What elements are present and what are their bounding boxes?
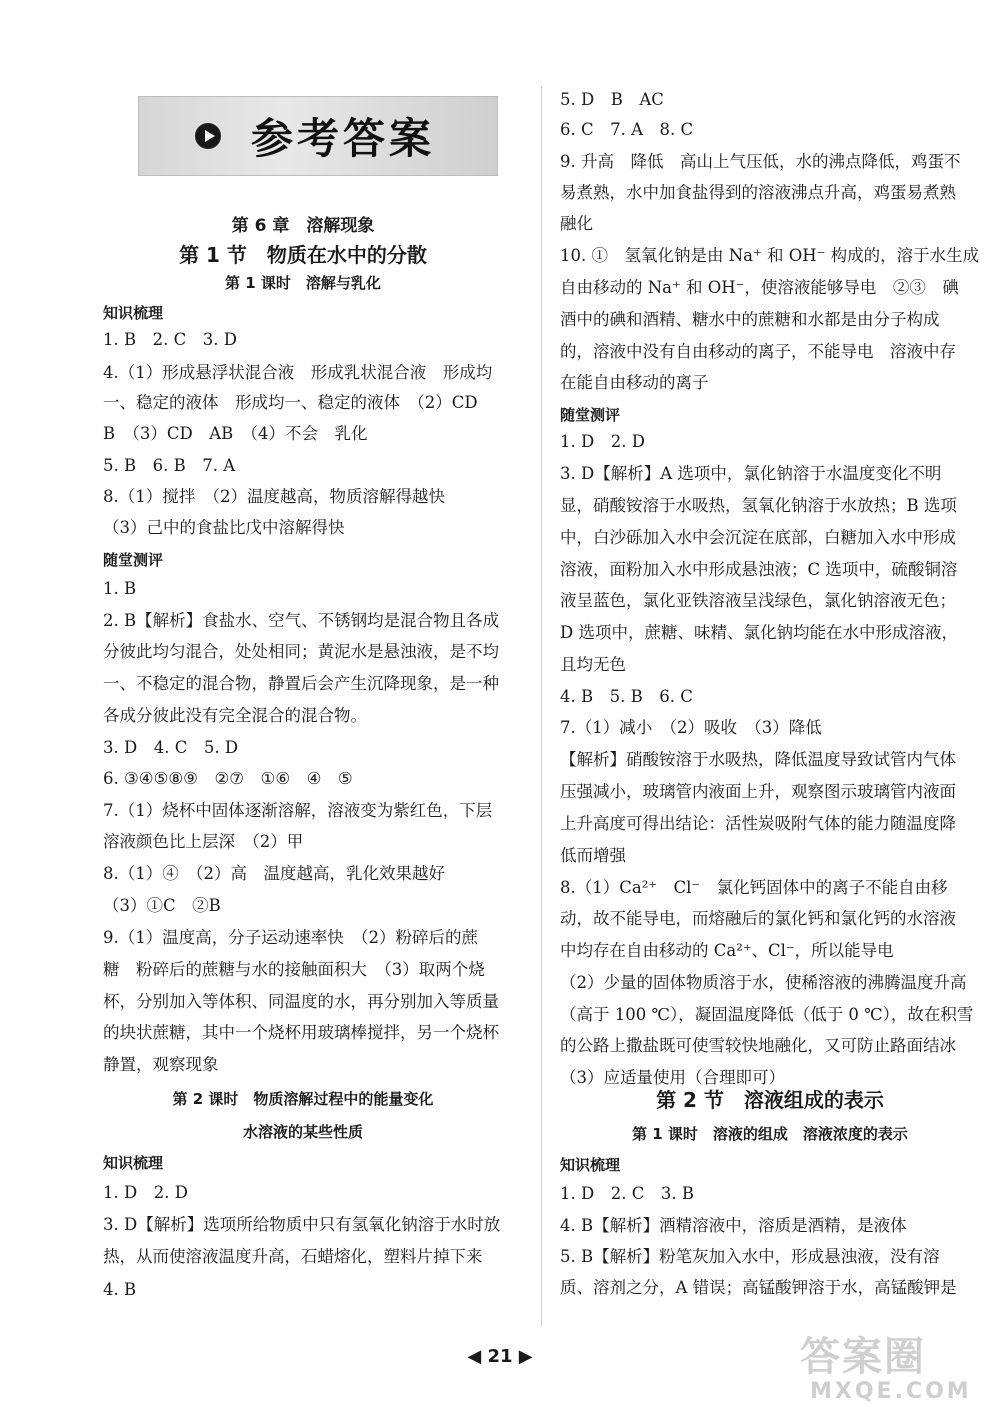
answer-line: 一、不稳定的混合物，静置后会产生沉降现象，是一种 (103, 674, 499, 693)
answer-line: 酒中的碘和酒精、糖水中的蔗糖和水都是由分子构成 (560, 310, 940, 329)
answer-line: （3）己中的食盐比戊中溶解得快 (103, 518, 345, 537)
play-circle-icon (195, 123, 221, 149)
answer-line: 1. B 2. C 3. D (103, 330, 237, 349)
answer-line: 4.（1）形成悬浮状混合液 形成乳状混合液 形成均 (103, 363, 493, 382)
section-heading: 第 1 课时 溶液的组成 溶液浓度的表示 (632, 1125, 908, 1143)
answer-line: 溶液，面粉加入水中形成悬浊液；C 选项中，硫酸铜溶 (560, 560, 958, 579)
answer-line: 自由移动的 Na⁺ 和 OH⁻，使溶液能够导电 ②③ 碘 (560, 278, 959, 297)
answer-line: 2. B【解析】食盐水、空气、不锈钢均是混合物且各成 (103, 611, 500, 630)
answer-line: 中，白沙砾加入水中会沉淀在底部，白糖加入水中形成 (560, 528, 956, 547)
section-label: 知识梳理 (560, 1156, 621, 1174)
answer-line: 7.（1）烧杯中固体逐渐溶解，溶液变为紫红色，下层 (103, 801, 493, 820)
answer-line: 6. ③④⑤⑧⑨ ②⑦ ①⑥ ④ ⑤ (103, 769, 353, 788)
section-heading: 第 6 章 溶解现象 (231, 216, 375, 236)
section-heading: 第 2 节 溶液组成的表示 (656, 1088, 884, 1112)
answer-line: 的公路上撒盐既可使雪较快地融化，又可防止路面结冰 (560, 1036, 956, 1055)
answer-line: 质、溶剂之分，A 错误；高锰酸钾溶于水，高锰酸钾是 (560, 1278, 957, 1297)
answer-line: （3）应适量使用（合理即可） (560, 1068, 785, 1087)
answer-line: 热，从而使溶液温度升高，石蜡熔化，塑料片掉下来 (103, 1247, 483, 1266)
answer-line: 8.（1）④ （2）高 温度越高，乳化效果越好 (103, 864, 445, 883)
answer-line: 在能自由移动的离子 (560, 373, 709, 392)
answer-line: 5. B 6. B 7. A (103, 456, 236, 475)
answer-line: 4. B 5. B 6. C (560, 687, 693, 706)
answer-line: 7.（1）减小 （2）吸收 （3）降低 (560, 718, 822, 737)
section-heading: 第 1 节 物质在水中的分散 (179, 243, 427, 267)
answer-line: 5. D B AC (560, 90, 664, 109)
page-number: ◀ 21 ▶ (467, 1346, 533, 1367)
answer-line: 低而增强 (560, 846, 626, 865)
answer-line: 10. ① 氢氧化钠是由 Na⁺ 和 OH⁻ 构成的，溶于水生成 (560, 246, 980, 265)
section-label: 随堂测评 (103, 551, 164, 569)
answer-line: 显，硝酸铵溶于水吸热，氢氧化钠溶于水放热；B 选项 (560, 496, 957, 515)
title-banner (138, 96, 498, 176)
answer-line: 分彼此均匀混合，处处相同；黄泥水是悬浊液，是不均 (103, 642, 499, 661)
answer-line: 1. D 2. D (560, 432, 645, 451)
section-heading: 水溶液的某些性质 (242, 1123, 363, 1141)
answer-line: 各成分彼此没有完全混合的混合物。 (103, 706, 367, 725)
answer-line: 【解析】硝酸铵溶于水吸热，降低温度导致试管内气体 (560, 750, 956, 769)
answer-line: 的块状蔗糖，其中一个烧杯用玻璃棒搅拌，另一个烧杯 (103, 1023, 499, 1042)
answer-line: 的，溶液中没有自由移动的离子，不能导电 溶液中存 (560, 342, 956, 361)
answer-line: B （3）CD AB （4）不会 乳化 (103, 424, 368, 443)
answer-line: D 选项中，蔗糖、味精、氯化钠均能在水中形成溶液， (560, 623, 958, 642)
answer-line: 静置，观察现象 (103, 1055, 219, 1074)
watermark-main: 答案圈 (800, 1334, 926, 1380)
section-heading: 第 2 课时 物质溶解过程中的能量变化 (172, 1090, 434, 1108)
answer-line: 4. B (103, 1280, 137, 1299)
watermark-logo (800, 1334, 990, 1410)
answer-line: 一、稳定的液体 形成均一、稳定的液体 （2）CD (103, 393, 478, 412)
answer-line: 杯，分别加入等体积、同温度的水，再分别加入等质量 (103, 992, 499, 1011)
answer-line: 上升高度可得出结论：活性炭吸附气体的能力随温度降 (560, 814, 956, 833)
answer-line: 1. D 2. C 3. B (560, 1184, 694, 1203)
answer-line: 液呈蓝色，氯化亚铁溶液呈浅绿色，氯化钠溶液无色； (560, 591, 956, 610)
answer-line: 融化 (560, 214, 593, 233)
answer-line: 3. D 4. C 5. D (103, 738, 239, 757)
answer-line: 8.（1）Ca²⁺ Cl⁻ 氯化钙固体中的离子不能自由移 (560, 878, 948, 897)
answer-line: 动，故不能导电，而熔融后的氯化钙和氯化钙的水溶液 (560, 909, 956, 928)
section-label: 知识梳理 (103, 304, 164, 322)
answer-line: 压强减小，玻璃管内液面上升，观察图示玻璃管内液面 (560, 782, 956, 801)
section-label: 知识梳理 (103, 1154, 164, 1172)
page-title: 参考答案 (251, 114, 436, 163)
column-divider (541, 86, 542, 1326)
answer-line: 3. D【解析】A 选项中，氯化钠溶于水温度变化不明 (560, 464, 942, 483)
answer-line: （2）少量的固体物质溶于水，使稀溶液的沸腾温度升高 (560, 973, 967, 992)
section-heading: 第 1 课时 溶解与乳化 (225, 274, 381, 292)
answer-line: 8.（1）搅拌 （2）温度越高，物质溶解得越快 (103, 487, 445, 506)
answer-line: 5. B【解析】粉笔灰加入水中，形成悬浊液，没有溶 (560, 1247, 940, 1266)
answer-line: 1. D 2. D (103, 1183, 188, 1202)
answer-line: 6. C 7. A 8. C (560, 120, 694, 139)
section-label: 随堂测评 (560, 406, 621, 424)
answer-line: 溶液颜色比上层深 （2）甲 (103, 832, 304, 851)
answer-line: 易煮熟，水中加食盐得到的溶液沸点升高，鸡蛋易煮熟 (560, 183, 956, 202)
answer-line: 3. D【解析】选项所给物质中只有氢氧化钠溶于水时放 (103, 1215, 501, 1234)
answer-line: 9.（1）温度高，分子运动速率快 （2）粉碎后的蔗 (103, 928, 478, 947)
answer-line: 糖 粉碎后的蔗糖与水的接触面积大 （3）取两个烧 (103, 960, 485, 979)
answer-line: 9. 升高 降低 高山上气压低，水的沸点降低，鸡蛋不 (560, 152, 961, 171)
answer-line: 中均存在自由移动的 Ca²⁺、Cl⁻，所以能导电 (560, 941, 894, 960)
answer-line: （3）①C ②B (103, 896, 221, 915)
answer-line: 4. B【解析】酒精溶液中，溶质是酒精，是液体 (560, 1216, 907, 1235)
answer-line: （高于 100 ℃），凝固温度降低（低于 0 ℃），故在积雪 (560, 1005, 974, 1024)
watermark-sub: MXQE.COM (810, 1379, 972, 1404)
answer-line: 且均无色 (560, 655, 626, 674)
answer-line: 1. B (103, 579, 137, 598)
